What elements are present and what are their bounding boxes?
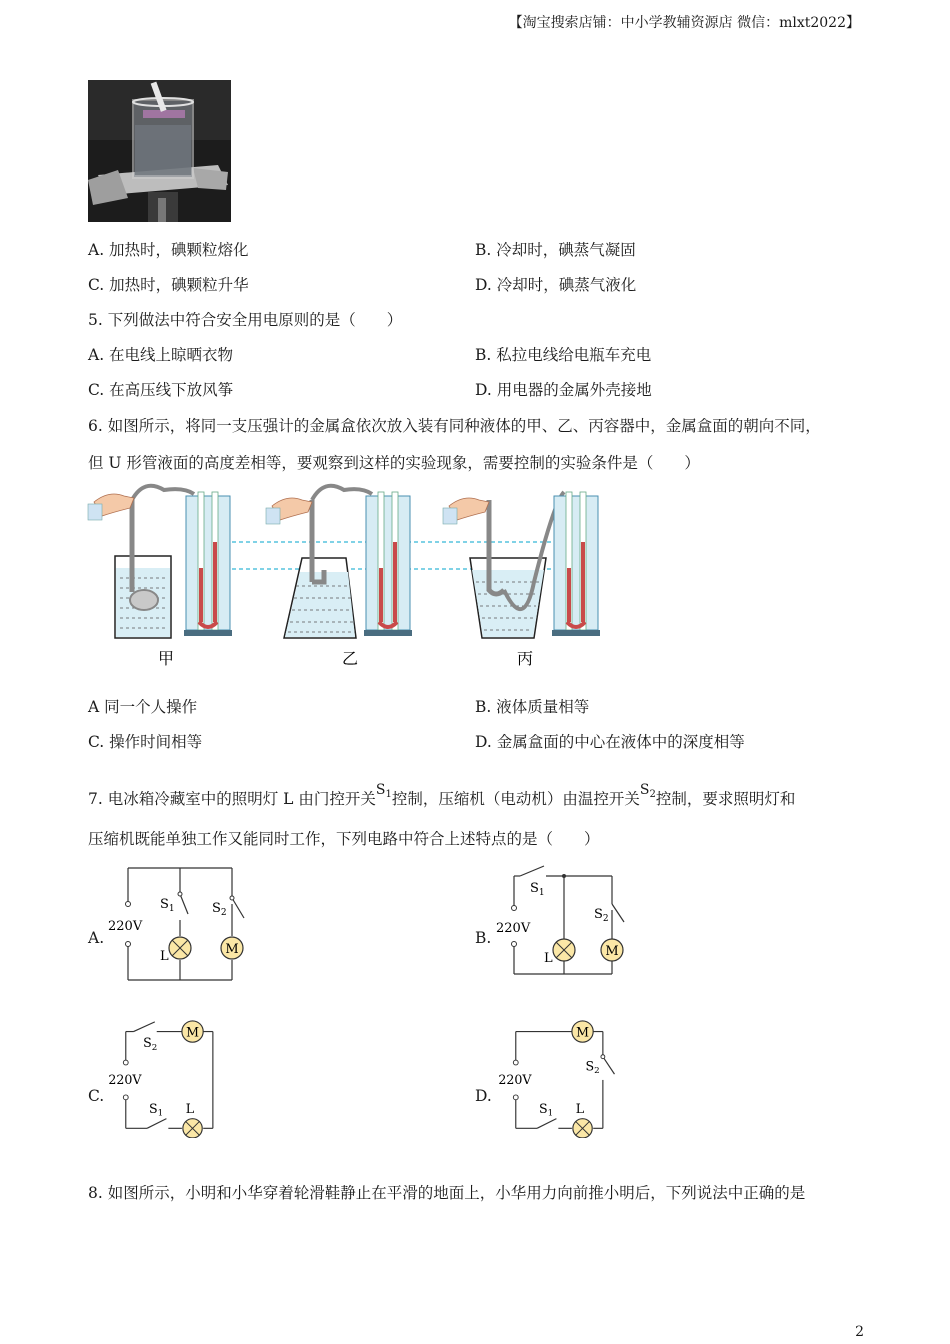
u-tube-jia	[184, 492, 232, 636]
q4-option-d: D. 冷却时，碘蒸气液化	[475, 276, 637, 294]
q6-option-a: A 同一个人操作	[88, 698, 198, 716]
svg-text:220V: 220V	[498, 1071, 532, 1087]
u-tube-yi	[364, 492, 412, 636]
svg-text:S2: $S_2$	[212, 901, 227, 918]
container-yi	[266, 486, 372, 638]
circuit-d-label: D.	[475, 1087, 492, 1105]
svg-text:M: M	[186, 1024, 199, 1040]
label-bing: 丙	[516, 649, 534, 668]
pressure-gauge-figure	[84, 482, 624, 672]
switch-s2-symbol: $S_2$	[639, 782, 656, 800]
q4-option-c: C. 加热时，碘颗粒升华	[88, 276, 249, 294]
svg-text:S2: $S_2$	[585, 1058, 600, 1077]
svg-text:S1: $S_1$	[149, 1100, 164, 1119]
u-tube-bing	[552, 492, 600, 636]
svg-text:L: L	[160, 949, 169, 964]
container-bing	[443, 492, 564, 638]
q5-option-a: A. 在电线上晾晒衣物	[88, 346, 234, 364]
svg-text:S2: $S_2$	[143, 1035, 158, 1053]
svg-text:L: L	[544, 951, 553, 966]
svg-text:S1: $S_1$	[539, 1100, 554, 1119]
lamp-icon	[573, 1119, 592, 1138]
circuit-c-diagram	[104, 1018, 254, 1138]
motor-icon	[182, 1021, 203, 1042]
label-yi: 乙	[341, 649, 359, 668]
svg-text:M: M	[225, 942, 239, 957]
circuit-a-label: A.	[88, 929, 105, 947]
q4-option-a: A. 加热时，碘颗粒熔化	[88, 241, 249, 259]
q8-stem: 8. 如图所示，小明和小华穿着轮滑鞋静止在平滑的地面上，小华用力向前推小明后，下列说法中正确的是	[88, 1184, 806, 1202]
svg-text:220V: 220V	[108, 1071, 142, 1087]
label-jia: 甲	[157, 649, 175, 668]
switch-s1-symbol: $S_1$	[375, 782, 392, 800]
q4-option-b: B. 冷却时，碘蒸气凝固	[475, 241, 636, 259]
svg-text:L: L	[185, 1100, 195, 1116]
circuit-d-diagram	[494, 1018, 644, 1138]
circuit-b-diagram	[490, 860, 640, 980]
svg-text:M: M	[605, 944, 619, 959]
q6-option-d: D. 金属盒面的中心在液体中的深度相等	[475, 733, 745, 751]
motor-icon	[221, 937, 243, 959]
iodine-heating-photo	[88, 80, 231, 222]
q7-stem-line1: 7. 电冰箱冷藏室中的照明灯 L 由门控开关$S_1$控制，压缩机（电动机）由温控开关$S_2$控制，要求照明灯和	[88, 782, 796, 808]
svg-text:S1: $S_1$	[530, 881, 545, 898]
container-jia	[88, 486, 194, 638]
lamp-icon	[169, 937, 191, 959]
svg-text:220V: 220V	[496, 921, 531, 936]
q7-stem-line2: 压缩机既能单独工作又能同时工作，下列电路中符合上述特点的是（ ）	[88, 830, 600, 848]
q5-stem: 5. 下列做法中符合安全用电原则的是（ ）	[88, 311, 403, 329]
circuit-c-label: C.	[88, 1087, 105, 1105]
svg-text:L: L	[575, 1100, 585, 1116]
q5-option-c: C. 在高压线下放风筝	[88, 381, 234, 399]
q5-option-d: D. 用电器的金属外壳接地	[475, 381, 652, 399]
motor-icon	[572, 1021, 593, 1042]
q6-option-c: C. 操作时间相等	[88, 733, 203, 751]
circuit-b-label: B.	[475, 929, 492, 947]
q6-stem-line2: 但 U 形管液面的高度差相等，要观察到这样的实验现象，需要控制的实验条件是（ ）	[88, 454, 700, 472]
q6-stem-line1: 6. 如图所示，将同一支压强计的金属盒依次放入装有同种液体的甲、乙、丙容器中，金属盒面的朝向不同，	[88, 417, 821, 435]
lamp-icon	[553, 939, 575, 961]
circuit-a-diagram	[104, 864, 254, 984]
motor-icon	[601, 939, 623, 961]
page-number: 2	[855, 1324, 864, 1340]
svg-text:S1: $S_1$	[160, 897, 175, 914]
page-header: 【淘宝搜索店铺：中小学教辅资源店 微信：mlxt2022】	[508, 15, 860, 31]
svg-text:S2: $S_2$	[594, 907, 609, 924]
q6-option-b: B. 液体质量相等	[475, 698, 590, 716]
q5-option-b: B. 私拉电线给电瓶车充电	[475, 346, 652, 364]
svg-text:M: M	[576, 1024, 589, 1040]
svg-text:220V: 220V	[108, 919, 143, 934]
lamp-icon	[183, 1119, 202, 1138]
